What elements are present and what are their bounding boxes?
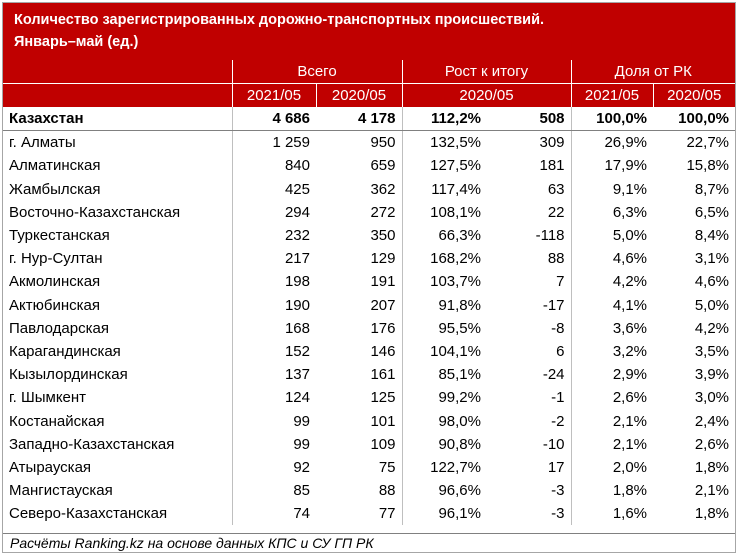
cell-growth-percent: 117,4%	[402, 178, 487, 201]
table-frame	[2, 2, 736, 553]
header-empty-2	[3, 84, 232, 108]
cell-region-name: Туркестанская	[9, 227, 110, 245]
table-row	[3, 479, 735, 502]
cell-region-name: Карагандинская	[9, 342, 121, 360]
header-row-periods	[3, 84, 735, 108]
cell-share-2020: 8,7%	[694, 180, 730, 198]
cell-region-name: Костанайская	[9, 412, 105, 430]
cell-growth-percent: 99,2%	[402, 386, 487, 409]
cell-total-2021: 74	[232, 502, 316, 525]
table-row	[3, 363, 735, 386]
header-group-share: Доля от РК	[571, 60, 735, 84]
cell-share-2021: 4,1%	[571, 294, 653, 317]
cell-total-2021: 4 686	[232, 107, 316, 131]
cell-growth-abs: 22	[547, 203, 565, 221]
header-period: 2021/05	[232, 84, 316, 108]
cell-region-name: Западно-Казахстанская	[9, 435, 175, 453]
cell-share-2020: 5,0%	[694, 296, 730, 314]
cell-growth-abs: -17	[542, 296, 565, 314]
cell-growth-percent: 98,0%	[402, 409, 487, 432]
table-row	[3, 386, 735, 409]
cell-growth-abs: 6	[556, 342, 565, 360]
accidents-table	[3, 60, 735, 525]
cell-growth-percent: 91,8%	[402, 294, 487, 317]
cell-share-2020: 3,0%	[694, 389, 730, 407]
cell-share-2020: 100,0%	[653, 107, 735, 131]
table-row-total	[3, 107, 735, 131]
table-row	[3, 247, 735, 270]
cell-growth-abs: -2	[551, 412, 565, 430]
cell-growth-abs: 309	[539, 134, 565, 152]
cell-growth-percent: 85,1%	[402, 363, 487, 386]
title-line-1: Количество зарегистрированных дорожно-транспортных происшествий.	[14, 12, 545, 28]
cell-total-2020: 659	[370, 157, 396, 175]
cell-total-2020: 101	[370, 412, 396, 430]
cell-total-2020: 129	[370, 250, 396, 268]
cell-share-2021: 2,1%	[571, 409, 653, 432]
cell-total-2021: 198	[232, 270, 316, 293]
cell-share-2021: 1,8%	[571, 479, 653, 502]
cell-total-2020: 88	[378, 482, 396, 500]
table-title	[3, 3, 735, 60]
cell-growth-percent: 66,3%	[402, 224, 487, 247]
table-row	[3, 340, 735, 363]
table-row	[3, 178, 735, 201]
cell-share-2020: 3,1%	[694, 250, 730, 268]
cell-share-2021: 17,9%	[571, 154, 653, 177]
cell-share-2020: 2,6%	[694, 435, 730, 453]
cell-share-2020: 8,4%	[694, 227, 730, 245]
cell-share-2020: 2,1%	[694, 482, 730, 500]
cell-growth-percent: 95,5%	[402, 317, 487, 340]
table-row	[3, 224, 735, 247]
cell-total-2021: 137	[232, 363, 316, 386]
cell-region-name: Акмолинская	[9, 273, 101, 291]
cell-growth-abs: -1	[551, 389, 565, 407]
cell-share-2020: 4,2%	[694, 319, 730, 337]
cell-region-name: г. Шымкент	[9, 389, 87, 407]
cell-share-2020: 15,8%	[686, 157, 730, 175]
cell-share-2021: 100,0%	[571, 107, 653, 131]
cell-total-2021: 425	[232, 178, 316, 201]
header-period: 2020/05	[402, 84, 571, 108]
cell-share-2021: 2,1%	[571, 433, 653, 456]
cell-total-2021: 1 259	[232, 131, 316, 155]
cell-total-2021: 294	[232, 201, 316, 224]
cell-share-2021: 2,0%	[571, 456, 653, 479]
cell-total-2021: 168	[232, 317, 316, 340]
cell-total-2021: 99	[232, 433, 316, 456]
cell-growth-abs: 88	[547, 250, 565, 268]
cell-region-name: Алматинская	[9, 157, 101, 175]
cell-region-name: Павлодарская	[9, 319, 109, 337]
cell-total-2021: 85	[232, 479, 316, 502]
cell-share-2021: 1,6%	[571, 502, 653, 525]
cell-region-name: г. Алматы	[9, 134, 76, 152]
cell-growth-abs: -10	[542, 435, 565, 453]
cell-region-name: Восточно-Казахстанская	[9, 203, 181, 221]
cell-growth-abs: -3	[551, 482, 565, 500]
table-row	[3, 409, 735, 432]
cell-growth-percent: 132,5%	[402, 131, 487, 155]
table-row	[3, 270, 735, 293]
header-empty	[3, 60, 232, 84]
table-row	[3, 456, 735, 479]
cell-total-2021: 99	[232, 409, 316, 432]
cell-region-name: Жамбылская	[9, 180, 101, 198]
table-row	[3, 502, 735, 525]
cell-total-2020: 146	[370, 342, 396, 360]
cell-total-2021: 217	[232, 247, 316, 270]
title-line-2: Январь–май (ед.)	[14, 34, 139, 50]
cell-share-2020: 2,4%	[694, 412, 730, 430]
cell-growth-percent: 104,1%	[402, 340, 487, 363]
cell-share-2020: 3,9%	[694, 366, 730, 384]
cell-region-name: Северо-Казахстанская	[9, 505, 168, 523]
cell-growth-abs: -24	[542, 366, 565, 384]
cell-growth-percent: 168,2%	[402, 247, 487, 270]
table-row	[3, 294, 735, 317]
cell-share-2020: 6,5%	[694, 203, 730, 221]
cell-region-name: Атырауская	[9, 458, 92, 476]
cell-growth-percent: 122,7%	[402, 456, 487, 479]
cell-share-2021: 3,2%	[571, 340, 653, 363]
cell-share-2020: 3,5%	[694, 342, 730, 360]
cell-growth-abs: -8	[551, 319, 565, 337]
cell-share-2021: 9,1%	[571, 178, 653, 201]
cell-total-2020: 176	[370, 319, 396, 337]
cell-total-2020: 77	[378, 505, 396, 523]
cell-share-2020: 4,6%	[694, 273, 730, 291]
cell-total-2020: 109	[370, 435, 396, 453]
cell-total-2021: 840	[232, 154, 316, 177]
table-row	[3, 201, 735, 224]
cell-region-name: Мангистауская	[9, 482, 113, 500]
cell-total-2020: 362	[370, 180, 396, 198]
cell-share-2021: 4,6%	[571, 247, 653, 270]
table-row	[3, 317, 735, 340]
cell-total-2020: 950	[370, 134, 396, 152]
cell-total-2020: 125	[370, 389, 396, 407]
cell-growth-percent: 103,7%	[402, 270, 487, 293]
table-row	[3, 131, 735, 155]
cell-total-2020: 207	[370, 296, 396, 314]
cell-growth-percent: 112,2%	[402, 107, 487, 131]
cell-share-2021: 5,0%	[571, 224, 653, 247]
source-note: Расчёты Ranking.kz на основе данных КПС и СУ ГП РК	[3, 533, 735, 552]
cell-share-2020: 1,8%	[694, 458, 730, 476]
cell-growth-percent: 96,6%	[402, 479, 487, 502]
cell-share-2020: 1,8%	[694, 505, 730, 523]
cell-total-2020: 272	[370, 203, 396, 221]
cell-total-2021: 190	[232, 294, 316, 317]
header-period: 2021/05	[571, 84, 653, 108]
cell-total-2021: 232	[232, 224, 316, 247]
cell-share-2021: 26,9%	[571, 131, 653, 155]
cell-share-2021: 6,3%	[571, 201, 653, 224]
cell-growth-abs: -118	[535, 227, 565, 245]
header-period: 2020/05	[316, 84, 402, 108]
cell-total-2020: 161	[370, 366, 396, 384]
cell-total-2020: 75	[378, 458, 396, 476]
cell-growth-abs: 508	[487, 107, 571, 131]
cell-total-2021: 92	[232, 456, 316, 479]
cell-share-2021: 2,6%	[571, 386, 653, 409]
cell-growth-abs: 63	[547, 180, 565, 198]
cell-region-name: Актюбинская	[9, 296, 100, 314]
table-row	[3, 433, 735, 456]
cell-growth-percent: 90,8%	[402, 433, 487, 456]
cell-region-name: Кызылординская	[9, 366, 128, 384]
header-period: 2020/05	[653, 84, 735, 108]
cell-share-2021: 3,6%	[571, 317, 653, 340]
cell-total-2020: 4 178	[316, 107, 402, 131]
cell-growth-percent: 96,1%	[402, 502, 487, 525]
header-group-growth: Рост к итогу	[402, 60, 571, 84]
cell-growth-percent: 127,5%	[402, 154, 487, 177]
cell-total-2020: 350	[370, 227, 396, 245]
cell-total-2020: 191	[370, 273, 396, 291]
table-row	[3, 154, 735, 177]
cell-region-name: Казахстан	[3, 107, 232, 131]
cell-total-2021: 152	[232, 340, 316, 363]
cell-total-2021: 124	[232, 386, 316, 409]
cell-region-name: г. Нур-Султан	[9, 250, 103, 268]
cell-growth-abs: -3	[551, 505, 565, 523]
cell-growth-abs: 181	[539, 157, 565, 175]
cell-share-2020: 22,7%	[686, 134, 730, 152]
cell-share-2021: 2,9%	[571, 363, 653, 386]
header-row-groups	[3, 60, 735, 84]
cell-growth-abs: 7	[556, 273, 565, 291]
cell-share-2021: 4,2%	[571, 270, 653, 293]
cell-growth-percent: 108,1%	[402, 201, 487, 224]
cell-growth-abs: 17	[547, 458, 565, 476]
header-group-total: Всего	[232, 60, 402, 84]
